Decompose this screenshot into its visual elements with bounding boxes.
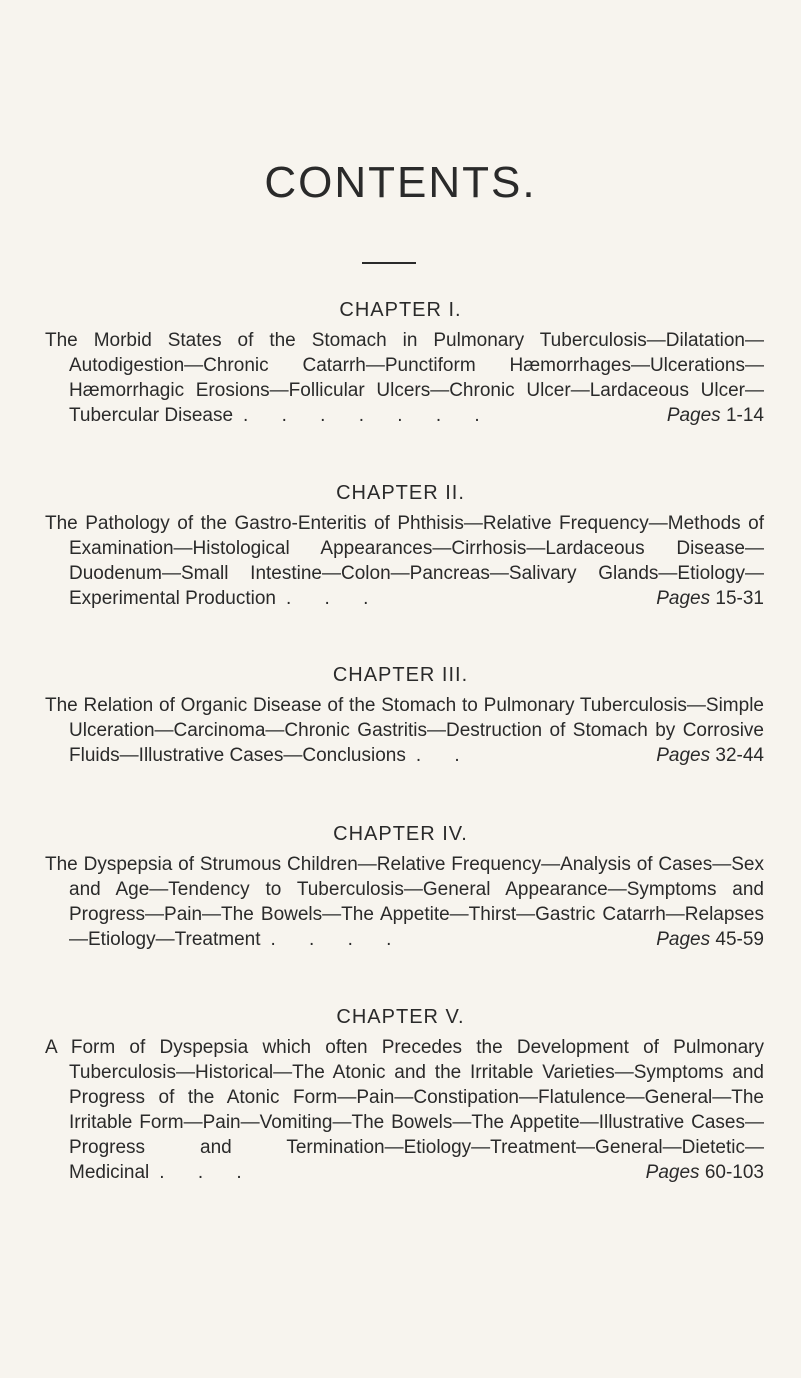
page-title: CONTENTS. [264, 158, 537, 207]
chapter-heading: CHAPTER III. [332, 664, 469, 686]
dot-leaders: . . . [286, 588, 383, 609]
pages-label: Pages [656, 745, 711, 766]
chapter-heading: CHAPTER V. [336, 1006, 465, 1028]
chapter-text: The Pathology of the Gastro-Enteritis of Phthisis—Relative Frequency—Methods of Examination—Histological Appearances—Cirrhosis—Lardaceous Disease—Duodenum—Small Intestine—Colon—Pancreas—Salivary Glands—Etiology—Experimental Production [45, 513, 764, 609]
chapter-text: A Form of Dyspepsia which often Precedes the Development of Pulmonary Tuberculosis—Historical—The Atonic and the Irritable Varieties—Symptoms and Progress of the Atonic Form—Pain—Constipation—Flatulence—General—The Irritable Form—Pain—Vomiting—The Bowels—The Appetite—Illustrative Cases—Progress and Termination—Etiology—Treatment—General—Dietetic—Medicinal [45, 1037, 764, 1183]
chapter-3 [0, 657, 801, 768]
dot-leaders: . . . . . . . [243, 405, 494, 426]
chapter-text: The Dyspepsia of Strumous Children—Relative Frequency—Analysis of Cases—Sex and Age—Tendency to Tuberculosis—General Appearance—Symptoms and Progress—Pain—The Bowels—The Appetite—Thirst—Gastric Catarrh—Relapses—Etiology—Treatment [45, 854, 764, 950]
chapter-summary [45, 693, 764, 768]
chapter-summary [45, 852, 764, 952]
page-range: 15-31 [715, 588, 764, 609]
chapter-heading: CHAPTER I. [339, 299, 462, 321]
chapter-text: The Morbid States of the Stomach in Pulmonary Tuberculosis—Dilatation—Autodigestion—Chronic Catarrh—Punctiform Hæmorrhages—Ulcerations—Hæmorrhagic Erosions—Follicular Ulcers—Chronic Ulcer—Lardaceous Ulcer—Tubercular Disease [45, 330, 764, 426]
page-range: 45-59 [715, 929, 764, 950]
title-rule [362, 262, 416, 264]
chapter-heading: CHAPTER II. [336, 482, 465, 504]
page-range: 60-103 [704, 1162, 764, 1183]
chapter-2 [0, 475, 801, 611]
pages-label: Pages [656, 929, 711, 950]
chapter-summary [45, 328, 764, 428]
chapter-1 [0, 292, 801, 428]
pages-label: Pages [645, 1162, 700, 1183]
page-range: 1-14 [725, 405, 764, 426]
dot-leaders: . . . [159, 1162, 256, 1183]
chapter-4 [0, 816, 801, 952]
page-range: 32-44 [715, 745, 764, 766]
chapter-summary [45, 1035, 764, 1185]
chapter-text: The Relation of Organic Disease of the Stomach to Pulmonary Tuberculosis—Simple Ulceration—Carcinoma—Chronic Gastritis—Destruction of Stomach by Corrosive Fluids—Illustrative Cases—Conclusions [45, 695, 764, 766]
pages-label: Pages [656, 588, 711, 609]
dot-leaders: . . [415, 745, 474, 766]
chapter-summary [45, 511, 764, 611]
dot-leaders: . . . . [270, 929, 406, 950]
chapter-5 [0, 999, 801, 1185]
chapter-heading: CHAPTER IV. [333, 823, 468, 845]
pages-label: Pages [666, 405, 721, 426]
